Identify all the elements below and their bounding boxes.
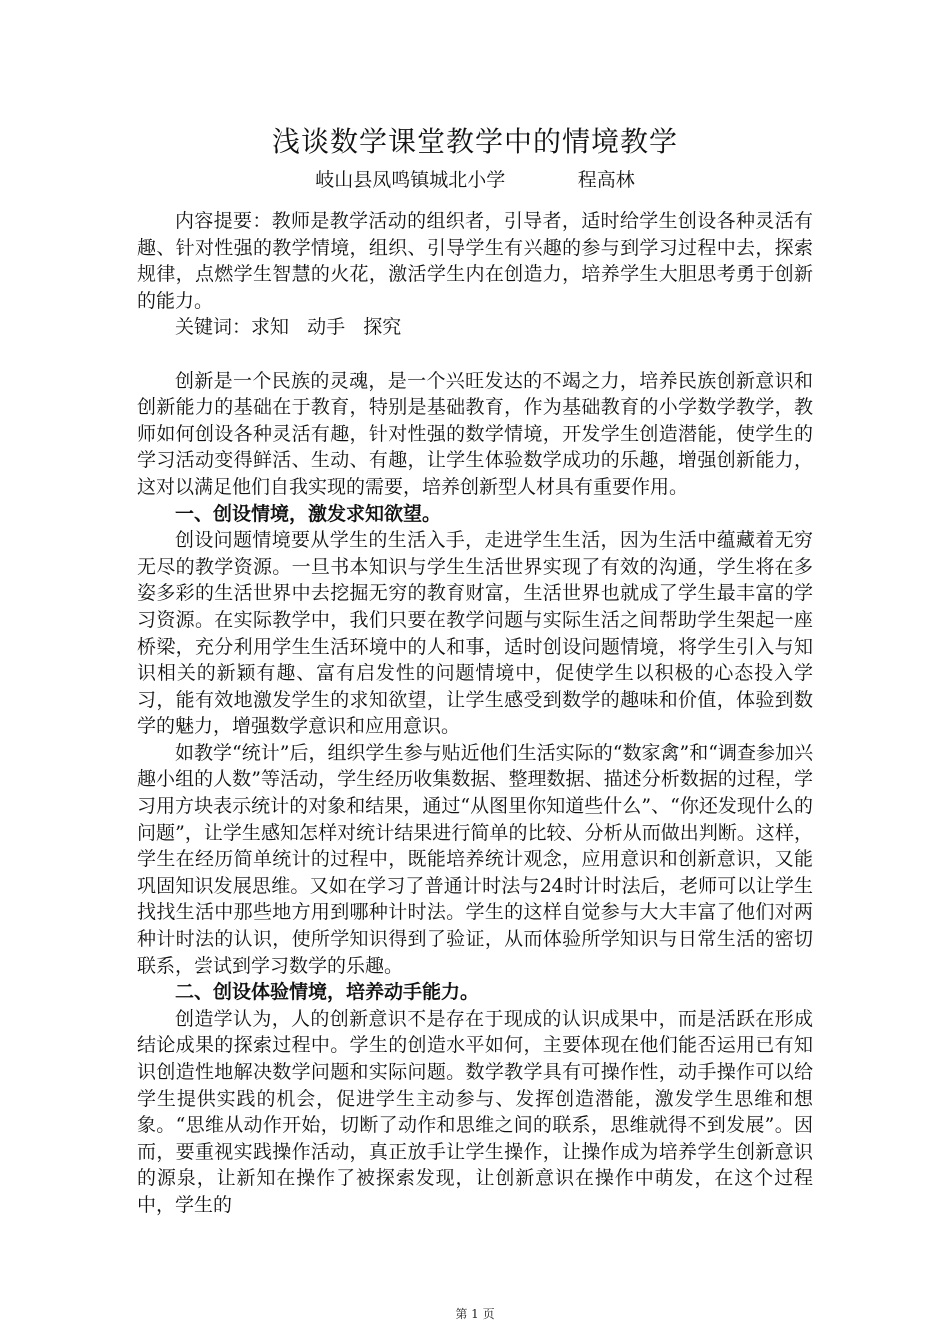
section-2-heading: 二、创设体验情境，培养动手能力。	[175, 981, 480, 1004]
paragraph-spacer	[137, 341, 813, 368]
document-title: 浅谈数学课堂教学中的情境教学	[271, 125, 678, 158]
abstract-paragraph: 内容提要：教师是教学活动的组织者，引导者，适时给学生创设各种灵活有趣、针对性强的教学情境，组织、引导学生有兴趣的参与到学习过程中去，探索规律，点燃学生智慧的火花，激活学生内在创造力，培养学生大胆思考勇于创新的能力。	[137, 210, 813, 312]
section-2-paragraph-1: 创造学认为，人的创新意识不是存在于现成的认识成果中，而是活跃在形成结论成果的探索过程中。学生的创造水平如何，主要体现在他们能否运用已有知识创造性地解决数学问题和实际问题。数学教学具有可操作性，动手操作可以给学生提供实践的机会，促进学生主动参与、发挥创造潜能，激发学生思维和想象。“思维从动作开始，切断了动作和思维之间的联系，思维就得不到发展”。因而，要重视实践操作活动，真正放手让学生操作，让操作成为培养学生创新意识的源泉，让新知在操作了被探索发现，让创新意识在操作中萌发，在这个过程中，学生的	[137, 1007, 813, 1216]
section-1-paragraph-2: 如教学“统计”后，组织学生参与贴近他们生活实际的“数家禽”和“调查参加兴趣小组的人数”等活动，学生经历收集数据、整理数据、描述分析数据的过程，学习用方块表示统计的对象和结果，通过“从图里你知道些什么”、“你还发现什么的问题”，让学生感知怎样对统计结果进行简单的比较、分析从而做出判断。这样，学生在经历简单统计的过程中，既能培养统计观念，应用意识和创新意识，又能巩固知识发展思维。又如在学习了普通计时法与24时计时法后，老师可以让学生找找生活中那些地方用到哪种计时法。学生的这样自觉参与大大丰富了他们对两种计时法的认识，使所学知识得到了验证，从而体验所学知识与日常生活的密切联系，尝试到学习数学的乐趣。	[137, 741, 813, 977]
document-body	[137, 208, 813, 1219]
author-byline: 岐山县凤鸣镇城北小学 程高林	[315, 169, 635, 191]
keywords-line: 关键词：求知 动手 探究	[175, 316, 402, 339]
section-1-paragraph-1: 创设问题情境要从学生的生活入手，走进学生生活，因为生活中蕴藏着无穷无尽的教学资源。一旦书本知识与学生生活世界实现了有效的沟通，学生将在多姿多彩的生活世界中去挖掘无穷的教育财富，生活世界也就成了学生最丰富的学习资源。在实际教学中，我们只要在教学问题与实际生活之间帮助学生架起一座桥梁，充分利用学生生活环境中的人和事，适时创设问题情境，将学生引入与知识相关的新颖有趣、富有启发性的问题情境中，促使学生以积极的心态投入学习，能有效地激发学生的求知欲望，让学生感受到数学的趣味和价值，体验到数学的魅力，增强数学意识和应用意识。	[137, 529, 813, 738]
section-1-heading: 一、创设情境，激发求知欲望。	[175, 502, 442, 525]
page-number: 第 1 页	[455, 1307, 495, 1321]
intro-paragraph: 创新是一个民族的灵魂，是一个兴旺发达的不竭之力，培养民族创新意识和创新能力的基础在于教育，特别是基础教育，作为基础教育的小学数学教学，教师如何创设各种灵活有趣，针对性强的数学情境，开发学生创造潜能，使学生的学习活动变得鲜活、生动、有趣，让学生体验数学成功的乐趣，增强创新能力，这对以满足他们自我实现的需要，培养创新型人材具有重要作用。	[137, 369, 813, 498]
